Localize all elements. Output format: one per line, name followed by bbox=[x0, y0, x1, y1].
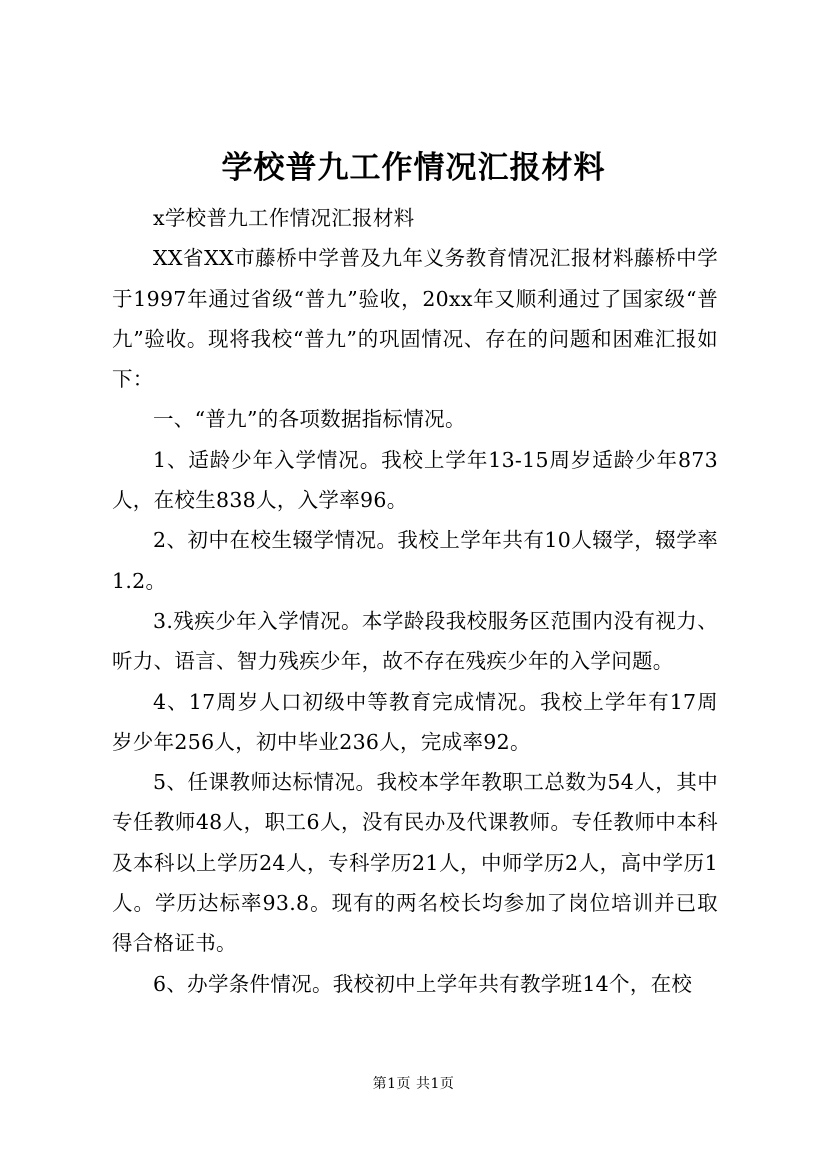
item-enrollment-paragraph: 1、适龄少年入学情况。我校上学年13-15周岁适龄少年873人，在校生838人，入学率96。 bbox=[112, 447, 718, 513]
item-completion-paragraph: 4、17周岁人口初级中等教育完成情况。我校上学年有17周岁少年256人，初中毕业236人，完成率92。 bbox=[112, 689, 718, 754]
item-dropout-paragraph: 2、初中在校生辍学情况。我校上学年共有10人辍学，辍学率1.2。 bbox=[112, 528, 718, 593]
page-footer: 第1页 共1页 bbox=[372, 1076, 455, 1092]
item-facilities-paragraph: 6、办学条件情况。我校初中上学年共有教学班14个，在校 bbox=[153, 971, 693, 996]
item-teachers-paragraph: 5、任课教师达标情况。我校本学年教职工总数为54人，其中专任教师48人，职工6人，没有民办及代课教师。专任教师中本科及本科以上学历24人，专科学历21人，中师学历2人，高中学历1人。学历达标率93.8。现有的两名校长均参加了岗位培训并已取得合格证书。 bbox=[112, 770, 718, 956]
intro-paragraph: XX省XX市藤桥中学普及九年义务教育情况汇报材料藤桥中学于1997年通过省级“普九”验收，20xx年又顺利通过了国家级“普九”验收。现将我校“普九”的巩固情况、存在的问题和困难汇报如下： bbox=[112, 246, 718, 392]
subtitle-paragraph: x学校普九工作情况汇报材料 bbox=[153, 206, 415, 230]
item-disability-paragraph: 3.残疾少年入学情况。本学龄段我校服务区范围内没有视力、听力、语言、智力残疾少年，故不存在残疾少年的入学问题。 bbox=[112, 608, 718, 674]
page-title: 学校普九工作情况汇报材料 bbox=[221, 150, 606, 186]
section-heading: 一、“普九”的各项数据指标情况。 bbox=[153, 407, 466, 432]
document-body bbox=[112, 198, 718, 1004]
